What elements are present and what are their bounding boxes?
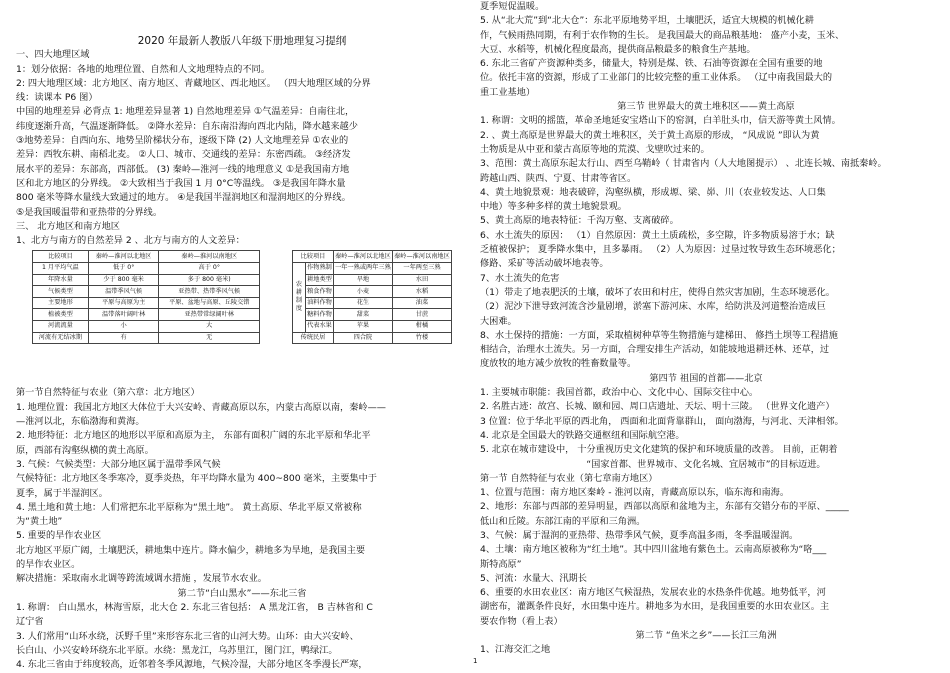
table-cell: 比较项目 <box>33 251 89 263</box>
text-line: 6、重要的水田农业区：南方地区气候湿热，发展农业的水热条件优越。地势低平，河 <box>480 587 826 599</box>
table-cell: 亚热带、热带季风气候 <box>159 286 260 298</box>
text-line: 低山和丘陵。东部江南的平原和三角洲。 <box>480 515 646 527</box>
text-line: 1. 地理位置：我国北方地区大体位于大兴安岭、青藏高原以东，内蒙古高原以南，秦岭—— <box>16 401 386 413</box>
table-cell: 小麦 <box>333 286 392 298</box>
text-line: 原，西部有沟壑纵横的黄土高原。 <box>16 444 154 456</box>
table-cell: 耕地类型 <box>306 274 334 286</box>
table-cell: 有 <box>88 332 159 344</box>
table-cell: 传统民居 <box>293 332 334 344</box>
natural-difference-table <box>32 250 260 344</box>
table-cell: 作物熟制 <box>306 263 334 275</box>
text-line: 展水平的差异：东部高，西部低。 (3) 秦岭—淮河一线的地理意义 ①是我国南方地 <box>16 163 350 175</box>
text-line: 乏植被保护； 夏季降水集中，且多暴雨。 （2）人为原因：过垦过牧导致生态环境恶化； <box>480 244 841 256</box>
table-cell: 竹楼 <box>392 332 451 344</box>
table-cell: 苹果 <box>333 321 392 333</box>
table-cell: 糖料作物 <box>306 309 334 321</box>
text-line: 1、江海交汇之地 <box>480 644 551 656</box>
table-cell: 河流有无结冰期 <box>33 332 89 344</box>
text-line: 1、北方与南方的自然差异 2 、北方与南方的人文差异： <box>16 235 245 247</box>
text-line: 1. 称谓： 白山黑水，林海雪原，北大仓 2. 东北三省包括： A 黑龙江省， B 吉林省和 C <box>16 601 373 613</box>
table-cell: 秦岭—淮河以南地区 <box>392 251 451 263</box>
comparison-tables <box>16 250 468 386</box>
text-line: 第一节自然特征与农业（第六章：北方地区） <box>16 387 200 399</box>
text-line: 解决措施：采取南水北调等跨流域调水措施 ，发展节水农业。 <box>16 573 267 585</box>
text-line: 8、水土保持的措施：一方面，采取植树种草等生物措施与建梯田、 修挡土坝等工程措施 <box>480 329 838 341</box>
text-line: 3. 气候：气候类型：大部分地区属于温带季风气候 <box>16 458 221 470</box>
left-column <box>16 0 468 672</box>
text-line: “国家首都、世界城市、文化名城、宜居城市”的目标迈进。 <box>586 458 826 470</box>
text-line: 800 毫米等降水量线大致通过的地方。 ④是我国半湿润地区和湿润地区的分界线。 <box>16 192 351 204</box>
table-row <box>293 321 452 333</box>
human-difference-table <box>292 250 452 344</box>
table-cell: 植被类型 <box>33 309 89 321</box>
table-cell: 秦岭—淮河以北地区 <box>88 251 159 263</box>
table-cell: 气候类型 <box>33 286 89 298</box>
table-cell: 小 <box>88 321 159 333</box>
text-line: 中国的地理差异 必背点 1: 地理差异显著 1) 自然地理差异 ①气温差异：自南往北， <box>16 106 355 118</box>
text-line: —淮河以北，东临渤海和黄海。 <box>16 416 145 428</box>
text-line: 第二节“白山黑水”——东北三省 <box>177 587 307 599</box>
table-row <box>33 309 260 321</box>
text-line: 5. 重要的旱作农业区 <box>16 530 102 542</box>
table-row <box>293 263 452 275</box>
text-line: 3 位置：位于华北平原的西北角， 西面和北面背靠群山， 面向渤海，与河北、天津相邻。 <box>480 415 844 427</box>
table-row <box>33 332 260 344</box>
table-cell: 甜菜 <box>333 309 392 321</box>
table-cell: 温带季风气候 <box>88 286 159 298</box>
text-line: 中地）等多种多样的黄土地貌景观。 <box>480 201 627 213</box>
table-cell: 无 <box>159 332 260 344</box>
text-line: 5. 从“北大荒”到“北大仓”：东北平原地势平坦，土壤肥沃，适宜大规模的机械化耕 <box>480 15 814 27</box>
table-header-row <box>293 251 452 263</box>
text-line: 跨越山西、陕西、宁夏、甘肃等省区。 <box>480 172 637 184</box>
table-cell: 旱地 <box>333 274 392 286</box>
text-line: 长白山、小兴安岭环绕东北平原。水绕：黑龙江，乌苏里江，图门江，鸭绿江。 <box>16 644 338 656</box>
text-line: 2. 、黄土高原是世界最大的黄土堆积区，关于黄土高原的形成， “风成说 ”即认为黄 <box>480 129 820 141</box>
text-line: 3. 人们常用“山环水绕，沃野千里”来形容东北三省的山河大势。山环：由大兴安岭、 <box>16 630 359 642</box>
table-cell: 油料作物 <box>306 297 334 309</box>
left-text-block-b <box>16 386 468 672</box>
text-line: 1、位置与范围：南方地区秦岭 - 淮河以南，青藏高原以东，临东海和南海。 <box>480 487 789 499</box>
text-line: 辽宁省 <box>16 616 44 628</box>
text-line: 作，气候雨热同期，有利于农作物的生长。 是我国最大的商品粮基地： 盛产小麦，玉米、 <box>480 29 845 41</box>
text-line: 差异：西牧东耕、南稻北麦。 ②人口、城市、交通线的差异：东密西疏。 ③经济发 <box>16 149 351 161</box>
text-line: 位。依托丰富的资源，形成了工业部门的比较完整的重工业体系。 （辽中南我国最大的 <box>480 72 833 84</box>
table-row <box>33 321 260 333</box>
text-line: 第二节 “鱼米之乡”——长江三角洲 <box>635 630 777 642</box>
text-line: 3、范围：黄土高原东起太行山、西至乌鞘岭（ 甘肃省内（人大地图提示） 、北连长城、南抵秦岭。 <box>480 158 887 170</box>
text-line: 1：划分依据：各地的地理位置、自然和人文地理特点的不同。 <box>16 63 270 75</box>
text-line: （2）泥沙下泄导致河流含沙量剧增，淤塞下游河床、水库，给防洪及河道整治造成巨 <box>480 301 826 313</box>
table-row <box>33 274 260 286</box>
text-line: 要农作物（看上表） <box>480 615 563 627</box>
text-line: 6、水土流失的原因： （1）自然原因：黄土土质疏松，多空隙，许多物质易溶于水；缺 <box>480 229 835 241</box>
table-cell: 1 月平均气温 <box>33 263 89 275</box>
text-line: 修路、采矿等活动破坏地表等。 <box>480 258 609 270</box>
table-cell: 柑橘 <box>392 321 451 333</box>
table-cell: 主要地形 <box>33 297 89 309</box>
table-cell: 四合院 <box>333 332 392 344</box>
table-cell: 平原与高原为主 <box>88 297 159 309</box>
text-line: ③地势差异：自西向东、地势呈阶梯状分布，逐级下降 (2) 人文地理差异 ①农业的 <box>16 135 349 147</box>
text-line: 重工业基地） <box>480 86 536 98</box>
table-cell: 一年一熟或两年三熟 <box>333 263 392 275</box>
text-line: 斯特高原” <box>480 558 522 570</box>
text-line: 纬度逐渐升高，气温逐渐降低。 ②降水差异：自东南沿海向西北内陆，降水越来越少 <box>16 120 358 132</box>
text-line: 第四节 祖国的首都——北京 <box>649 372 763 384</box>
text-line: 一、四大地理区域 <box>16 49 90 61</box>
table-cell: 水田 <box>392 274 451 286</box>
text-line: 5. 北京在城市建设中， 十分重视历史文化建筑的保护和环境质量的改善。 目前，正朝着 <box>480 444 838 456</box>
text-line: 2、地形：东部与西部的差异明显，西部以高原和盆地为主，东部有交错分布的平原、_____ <box>480 501 849 513</box>
text-line: 大困难。 <box>480 315 517 327</box>
text-line: 相结合，治理水土流失。另一方面，合理安排生产活动，如能坡地退耕还林、还草，过 <box>480 344 830 356</box>
text-line: 5、河流：水量大、汛期长 <box>480 572 587 584</box>
table-cell: 花生 <box>333 297 392 309</box>
table-cell: 平原、盆地与高原、丘陵交错 <box>159 297 260 309</box>
table-cell: 油菜 <box>392 297 451 309</box>
text-line: 的旱作农业区。 <box>16 559 81 571</box>
table-cell: 多于 800 毫米) <box>159 274 260 286</box>
text-line: 6. 东北三省矿产资源种类多，储量大，特别是煤、铁、石油等资源在全国有重要的地 <box>480 58 823 70</box>
text-line: 第三节 世界最大的黄土堆积区——黄土高原 <box>617 101 795 113</box>
table-cell: 秦岭—淮河以北地区 <box>333 251 392 263</box>
text-line: 为“黄土地” <box>16 516 63 528</box>
text-line: ⑤是我国暖温带和亚热带的分界线。 <box>16 206 163 218</box>
text-line: 湖密布，灌溉条件良好，水田集中连片。耕地多为水田，是我国重要的水田农业区。主 <box>480 601 830 613</box>
table-cell: 少于 800 毫米 <box>88 274 159 286</box>
text-line: （1）带走了地表肥沃的土壤，破坏了农田和村庄，使得自然灾害加剧，生态环境恶化。 <box>480 286 835 298</box>
text-line: 3、气候：属于湿润的亚热带、热带季风气候，夏季高温多雨，冬季温暖湿润。 <box>480 529 799 541</box>
table-row <box>293 332 452 344</box>
page-number: 1 <box>473 657 478 665</box>
table-row <box>33 297 260 309</box>
text-line: 北方地区平原广阔，土壤肥沃，耕地集中连片。降水偏少，耕地多为旱地，是我国主要 <box>16 544 366 556</box>
right-text-block <box>480 0 932 658</box>
table-cell: 秦岭—淮河以南地区 <box>159 251 260 263</box>
text-line: 线：读课本 P6 图） <box>16 92 98 104</box>
text-line: 气候特征：北方地区冬季寒冷，夏季炎热，年平均降水量为 400~800 毫米，主要集中于 <box>16 473 377 485</box>
table-row <box>293 286 452 298</box>
text-line: 4. 东北三省由于纬度较高，近邻着冬季风源地，气候冷湿，大部分地区冬季漫长严寒， <box>16 659 368 671</box>
table-cell: 亚热带常绿阔叶林 <box>159 309 260 321</box>
text-line: 4、土壤：南方地区被称为“红土地”。其中四川盆地有紫色土。云南高原被称为“咯___ <box>480 544 827 556</box>
text-line: 夏季短促温暖。 <box>480 1 545 12</box>
table-cell: 甘蔗 <box>392 309 451 321</box>
text-line: 1. 主要城市职能：我国首都，政治中心、文化中心、国际交往中心。 <box>480 387 759 399</box>
table-row <box>33 286 260 298</box>
text-line: 2. 地形特征：北方地区的地形以平原和高原为主， 东部有面积广阔的东北平原和华北平 <box>16 430 371 442</box>
table-cell: 河流流量 <box>33 321 89 333</box>
text-line: 4. 黑土地和黄土地：人们常把东北平原称为“黑土地”。 黄土高原、华北平原又常被称 <box>16 501 362 513</box>
table-header-row <box>33 251 260 263</box>
right-column <box>480 0 932 658</box>
text-line: 5、黄土高原的地表特征：千沟万壑、支离破碎。 <box>480 215 679 227</box>
table-cell: 高于 0° <box>159 263 260 275</box>
text-line: 三、 北方地区和南方地区 <box>16 220 120 232</box>
table-row <box>33 263 260 275</box>
table-cell: 低于 0° <box>88 263 159 275</box>
text-line: 第一节 自然特征与农业（第七章南方地区） <box>480 472 658 484</box>
text-line: 1. 称谓：文明的摇篮，革命圣地延安宝塔山下的窑洞，白羊肚头巾，信天游等黄土风情。 <box>480 115 841 127</box>
text-line: 2. 名胜古迹：故宫、长城、颐和园、周口店遗址、天坛、明十三陵。 （世界文化遗产） <box>480 401 835 413</box>
text-line: 7、水土流失的危害 <box>480 272 560 284</box>
text-line: 土物质是从中亚和蒙古高原等地的荒漠、戈壁吹过来的。 <box>480 143 710 155</box>
text-line: 2: 四大地理区域：北方地区、南方地区、青藏地区、西北地区。 （四大地理区域的分界 <box>16 77 371 89</box>
table-cell: 水稻 <box>392 286 451 298</box>
text-line: 夏季，属于半湿润区。 <box>16 487 108 499</box>
text-line: 4、黄土地貌景观：地表破碎，沟壑纵横，形成塬、梁、峁、川（农业较发达、人口集 <box>480 186 826 198</box>
table-row <box>293 309 452 321</box>
text-line: 度放牧的地方减少放牧的牲畜数量等。 <box>480 358 637 370</box>
table-row <box>293 274 452 286</box>
table-cell: 一年两至三熟 <box>392 263 451 275</box>
text-line: 区和北方地区的分界线。 ②大致相当于我国 1 月 0°C等温线。 ③是我国年降水量 <box>16 177 346 189</box>
text-line: 大豆、水稻等，机械化程度最高，提供商品粮最多的粮食生产基地。 <box>480 43 756 55</box>
table-cell: 年降水量 <box>33 274 89 286</box>
table-cell: 温带落叶阔叶林 <box>88 309 159 321</box>
text-line: 4. 北京是全国最大的铁路交通枢纽和国际航空港。 <box>480 429 685 441</box>
table-side-label: 农耕制度 <box>293 263 306 333</box>
table-cell: 大 <box>159 321 260 333</box>
page-title: 2020 年最新人教版八年级下册地理复习提纲 <box>137 35 347 47</box>
table-cell: 粮食作物 <box>306 286 334 298</box>
table-cell: 比较项目 <box>293 251 334 263</box>
table-cell: 代表水果 <box>306 321 334 333</box>
left-text-block-a <box>16 48 468 248</box>
table-row <box>293 297 452 309</box>
